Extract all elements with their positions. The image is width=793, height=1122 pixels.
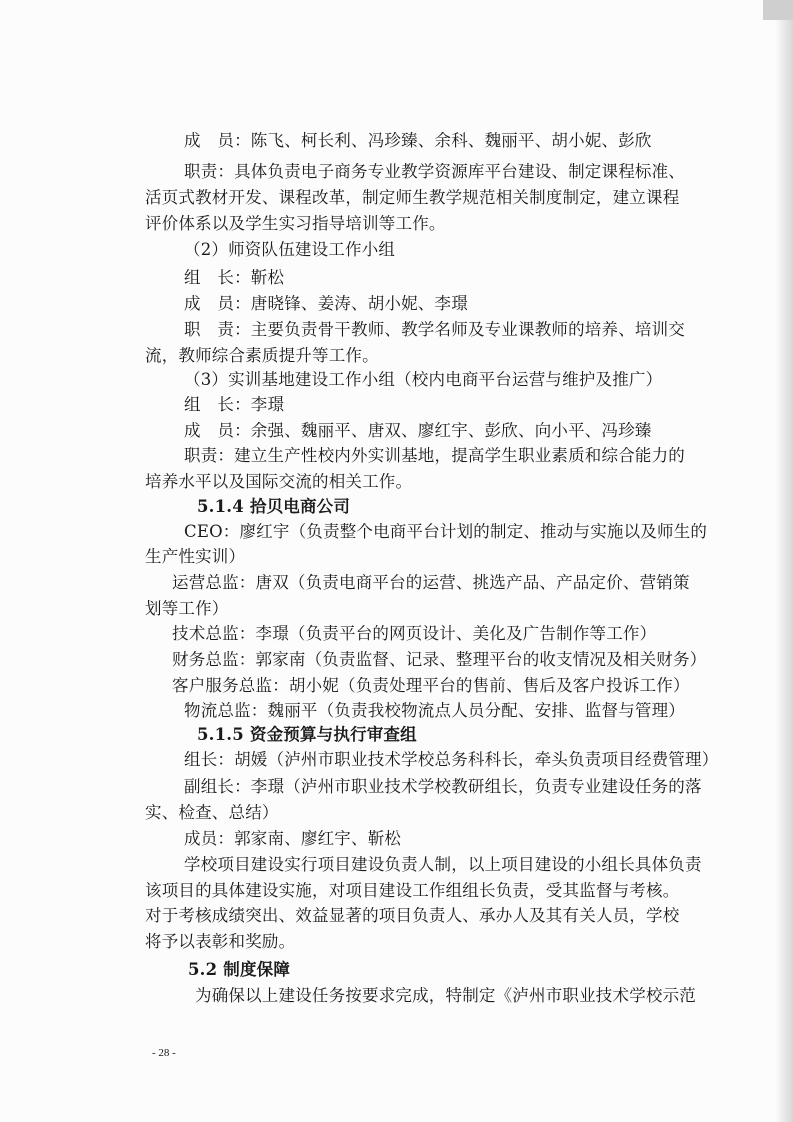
page-edge-shadow: [775, 0, 793, 1122]
scan-corner-mark: [763, 0, 793, 20]
body-line: 培养水平以及国际交流的相关工作。: [145, 472, 413, 491]
body-line: 对于考核成绩突出、效益显著的项目负责人、承办人及其有关人员，学校: [145, 906, 680, 925]
page-number: - 28 -: [152, 1047, 176, 1059]
body-line: 组 长：李璟: [184, 395, 285, 414]
body-line: 划等工作）: [145, 599, 229, 618]
body-line: 成 员：陈飞、柯长利、冯珍臻、余科、魏丽平、胡小妮、彭欣: [184, 131, 652, 150]
section-heading: 5.1.4 拾贝电商公司: [197, 497, 351, 516]
body-line: 将予以表彰和奖励。: [145, 932, 296, 951]
body-line: 技术总监：李璟（负责平台的网页设计、美化及广告制作等工作）: [172, 624, 657, 643]
subsection-title: （2）师资队伍建设工作小组: [184, 240, 396, 259]
body-line: 学校项目建设实行项目建设负责人制，以上项目建设的小组长具体负责: [184, 855, 702, 874]
body-line: 成 员：余强、魏丽平、唐双、廖红宇、彭欣、向小平、冯珍臻: [184, 421, 652, 440]
body-line: 职责：具体负责电子商务专业教学资源库平台建设、制定课程标准、: [184, 162, 685, 181]
section-heading: 5.2 制度保障: [188, 960, 291, 979]
body-line: 职责：建立生产性校内外实训基地，提高学生职业素质和综合能力的: [184, 446, 685, 465]
body-line: 运营总监：唐双（负责电商平台的运营、挑选产品、产品定价、营销策: [172, 573, 690, 592]
body-line: 评价体系以及学生实习指导培训等工作。: [145, 214, 446, 233]
body-line: 副组长：李璟（泸州市职业技术学校教研组长，负责专业建设任务的落: [184, 777, 702, 796]
body-line: 活页式教材开发、课程改革，制定师生教学规范相关制度制定，建立课程: [145, 188, 680, 207]
body-line: 组 长：靳松: [184, 268, 285, 287]
body-line: 成员：郭家南、廖红宇、靳松: [184, 829, 402, 848]
subsection-title: （3）实训基地建设工作小组（校内电商平台运营与维护及推广）: [184, 370, 663, 389]
body-line: 职 责：主要负责骨干教师、教学名师及专业课教师的培养、培训交: [184, 320, 685, 339]
body-line: 物流总监：魏丽平（负责我校物流点人员分配、安排、监督与管理）: [184, 701, 685, 720]
body-line: 实、检查、总结）: [145, 803, 279, 822]
body-line: 生产性实训）: [145, 547, 246, 566]
body-line: 成 员：唐晓锋、姜涛、胡小妮、李璟: [184, 294, 468, 313]
body-line: CEO：廖红宇（负责整个电商平台计划的制定、推动与实施以及师生的: [184, 522, 708, 541]
body-line: 该项目的具体建设实施，对项目建设工作组组长负责，受其监督与考核。: [145, 881, 680, 900]
body-line: 流，教师综合素质提升等工作。: [145, 346, 379, 365]
body-line: 组长：胡媛（泸州市职业技术学校总务科科长，牵头负责项目经费管理）: [184, 750, 719, 769]
body-line: 客户服务总监：胡小妮（负责处理平台的售前、售后及客户投诉工作）: [172, 676, 690, 695]
body-line: 财务总监：郭家南（负责监督、记录、整理平台的收支情况及相关财务）: [172, 650, 707, 669]
body-line: 为确保以上建设任务按要求完成，特制定《泸州市职业技术学校示范: [195, 986, 696, 1005]
section-heading: 5.1.5 资金预算与执行审查组: [197, 725, 417, 744]
